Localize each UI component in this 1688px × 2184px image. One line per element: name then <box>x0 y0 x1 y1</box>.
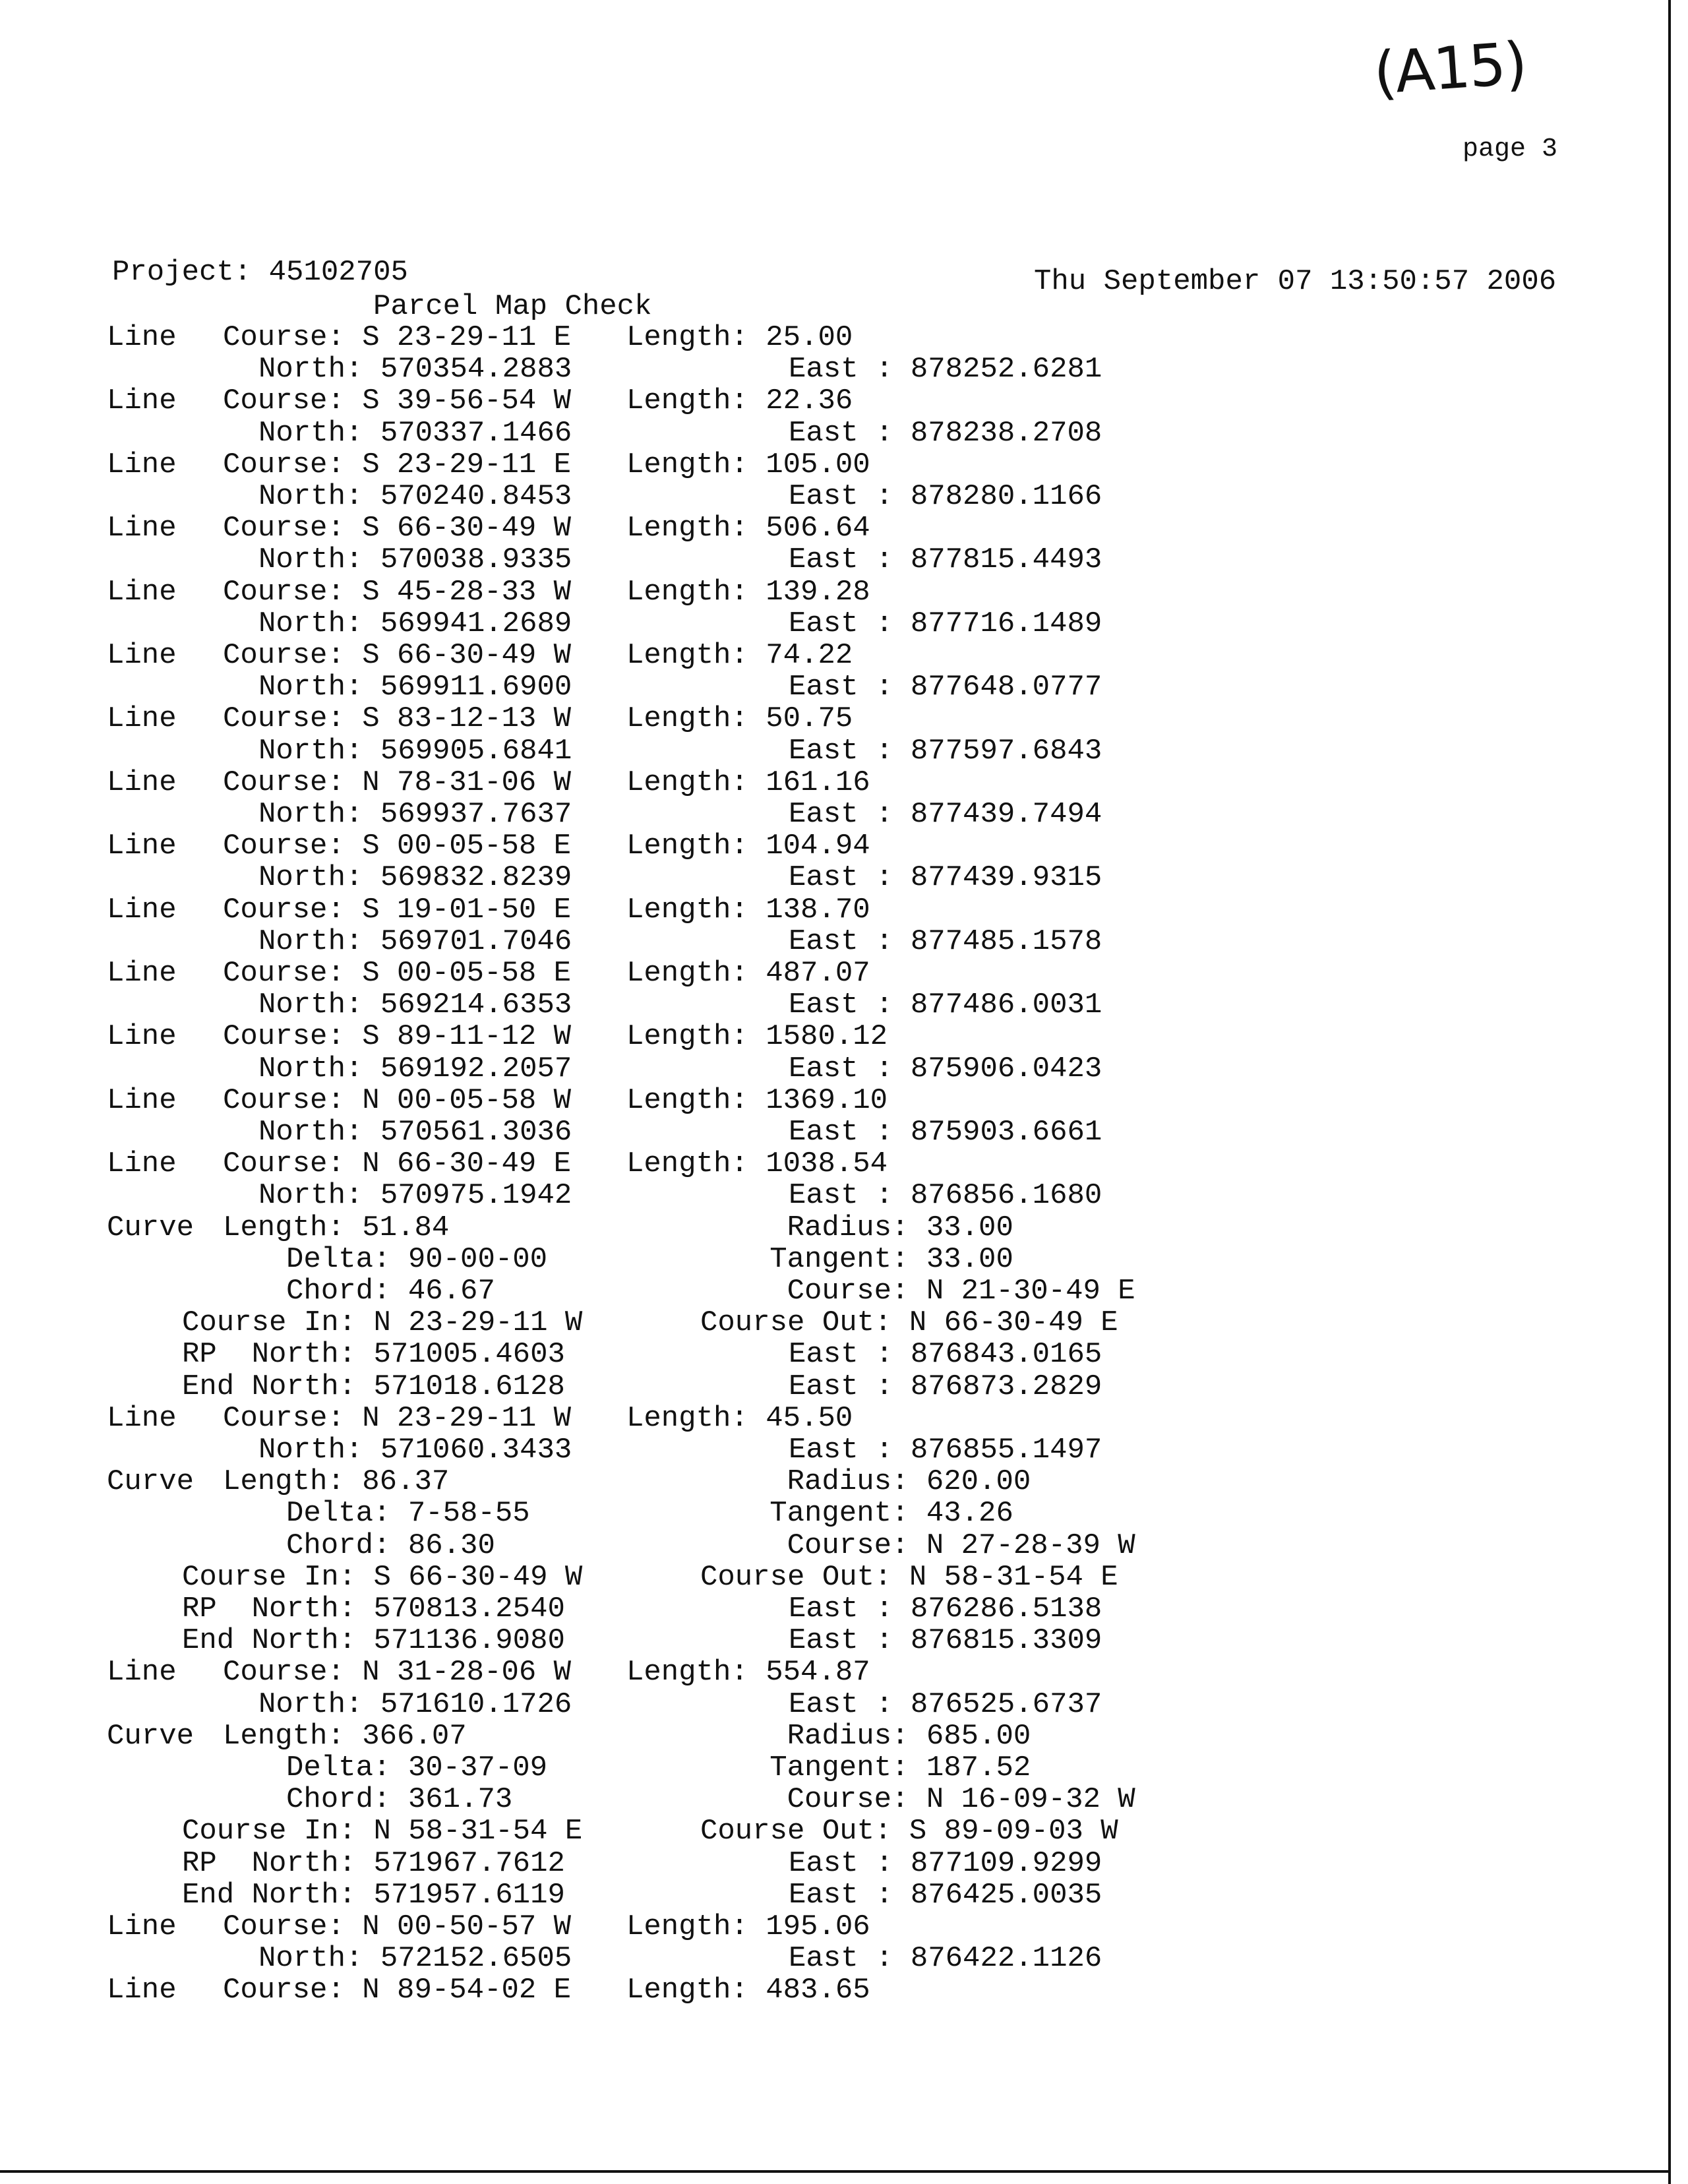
row-north: North: 570337.1466 <box>258 416 572 450</box>
row-north: North: 572152.6505 <box>258 1942 572 1976</box>
row-type: Line <box>107 893 177 926</box>
listing-line <box>0 1339 1187 1370</box>
row-curve-point: RP North: 571005.4603 <box>182 1338 565 1372</box>
listing-line <box>0 1752 1187 1784</box>
listing-line <box>0 1593 1187 1625</box>
listing-line <box>0 1434 1187 1466</box>
row-type: Line <box>107 448 177 481</box>
row-east: East : 878280.1166 <box>789 480 1102 513</box>
listing-line <box>0 735 1187 767</box>
row-north: North: 570240.8453 <box>258 480 572 513</box>
listing-line <box>0 1053 1187 1085</box>
listing-line <box>0 1689 1187 1720</box>
row-north: North: 570975.1942 <box>258 1179 572 1213</box>
listing-line <box>0 862 1187 894</box>
row-type: Line <box>107 512 177 545</box>
row-type: Line <box>107 830 177 863</box>
listing-line <box>0 1180 1187 1211</box>
row-course-or-length: Course: S 66-30-49 W <box>223 512 572 545</box>
row-east: East : 876873.2829 <box>789 1370 1102 1403</box>
row-north: North: 569941.2689 <box>258 607 572 640</box>
row-east: East : 876815.3309 <box>789 1624 1102 1658</box>
row-length: Length: 25.00 <box>626 321 853 354</box>
row-north: North: 569905.6841 <box>258 734 572 768</box>
row-curve-point: Course In: N 23-29-11 W <box>182 1306 583 1340</box>
row-type: Line <box>107 1401 177 1435</box>
row-curve-point: End North: 571136.9080 <box>182 1624 565 1658</box>
row-north: North: 569214.6353 <box>258 988 572 1022</box>
row-course-or-length: Course: N 66-30-49 E <box>223 1147 572 1181</box>
page-border-right <box>1668 0 1671 2184</box>
row-length: Length: 105.00 <box>626 448 870 481</box>
listing-line <box>0 1530 1187 1562</box>
listing-line <box>0 1625 1187 1656</box>
row-type: Line <box>107 1083 177 1117</box>
row-east: East : 877716.1489 <box>789 607 1102 640</box>
listing-line <box>0 671 1187 703</box>
row-course-or-length: Length: 51.84 <box>223 1211 450 1244</box>
listing-line <box>0 767 1187 799</box>
row-type: Curve <box>107 1211 195 1244</box>
row-type: Curve <box>107 1719 195 1753</box>
row-east: East : 877597.6843 <box>789 734 1102 768</box>
row-course-or-length: Course: N 89-54-02 E <box>223 1974 572 2007</box>
report-timestamp: Thu September 07 13:50:57 2006 <box>1034 265 1557 298</box>
row-course-or-length: Course: S 66-30-49 W <box>223 639 572 672</box>
listing-line <box>0 957 1187 989</box>
listing-line <box>0 1148 1187 1180</box>
row-length: Length: 1580.12 <box>626 1020 888 1054</box>
listing-line <box>0 894 1187 926</box>
row-course-or-length: Course: S 39-56-54 W <box>223 384 572 418</box>
row-east: East : 876286.5138 <box>789 1592 1102 1625</box>
report-title: Parcel Map Check <box>373 290 652 323</box>
row-type: Line <box>107 957 177 990</box>
listing-line <box>0 1466 1187 1498</box>
listing-line <box>0 830 1187 862</box>
listing-line <box>0 1116 1187 1148</box>
row-east: East : 875903.6661 <box>789 1116 1102 1149</box>
listing-line <box>0 799 1187 830</box>
listing-line <box>0 1307 1187 1339</box>
row-type: Line <box>107 1656 177 1689</box>
row-course-or-length: Course: N 31-28-06 W <box>223 1656 572 1689</box>
row-east: East : 876855.1497 <box>789 1434 1102 1467</box>
row-north: North: 569701.7046 <box>258 925 572 958</box>
row-curve-left: Delta: 90-00-00 <box>286 1242 548 1276</box>
row-length: Length: 45.50 <box>626 1401 853 1435</box>
listing-line <box>0 1021 1187 1052</box>
listing-line <box>0 544 1187 576</box>
row-east: East : 876843.0165 <box>789 1338 1102 1372</box>
listing-line <box>0 1498 1187 1529</box>
row-length: Length: 195.06 <box>626 1910 870 1943</box>
row-east: East : 878252.6281 <box>789 353 1102 386</box>
row-length: Length: 1038.54 <box>626 1147 888 1181</box>
row-east: East : 877486.0031 <box>789 988 1102 1022</box>
row-curve-left: Chord: 361.73 <box>286 1783 513 1817</box>
handwritten-mark: (A15) <box>1372 28 1528 107</box>
row-curve-point: RP North: 571967.7612 <box>182 1846 565 1880</box>
listing-line <box>0 512 1187 544</box>
listing-line <box>0 353 1187 385</box>
row-north: North: 570561.3036 <box>258 1116 572 1149</box>
row-north: North: 569911.6900 <box>258 671 572 704</box>
row-type: Line <box>107 1020 177 1054</box>
row-curve-left: Delta: 30-37-09 <box>286 1751 548 1784</box>
listing-line <box>0 1848 1187 1879</box>
listing-line <box>0 1212 1187 1244</box>
row-east: East : 877815.4493 <box>789 543 1102 577</box>
row-north: North: 569937.7637 <box>258 798 572 831</box>
row-curve-right: Course: N 16-09-32 W <box>787 1783 1135 1817</box>
row-east: East : 876856.1680 <box>789 1179 1102 1213</box>
row-east: East : 878238.2708 <box>789 416 1102 450</box>
row-course-or-length: Course: S 00-05-58 E <box>223 830 572 863</box>
listing-line <box>0 1879 1187 1911</box>
row-course-or-length: Length: 366.07 <box>223 1719 467 1753</box>
listing-line <box>0 1656 1187 1688</box>
row-east: East : 877109.9299 <box>789 1846 1102 1880</box>
listing-line <box>0 989 1187 1021</box>
listing-line <box>0 1784 1187 1815</box>
listing-line <box>0 1815 1187 1847</box>
row-course-or-length: Course: S 19-01-50 E <box>223 893 572 926</box>
row-length: Length: 554.87 <box>626 1656 870 1689</box>
row-type: Line <box>107 639 177 672</box>
row-course-out: Course Out: S 89-09-03 W <box>700 1815 1118 1848</box>
row-east: East : 876425.0035 <box>789 1878 1102 1912</box>
row-curve-point: Course In: N 58-31-54 E <box>182 1815 583 1848</box>
row-curve-right: Radius: 33.00 <box>787 1211 1013 1244</box>
row-length: Length: 1369.10 <box>626 1083 888 1117</box>
row-type: Line <box>107 1974 177 2007</box>
row-length: Length: 506.64 <box>626 512 870 545</box>
listing-line <box>0 1562 1187 1593</box>
row-north: North: 570038.9335 <box>258 543 572 577</box>
listing-line <box>0 1974 1187 2006</box>
row-length: Length: 74.22 <box>626 639 853 672</box>
row-curve-point: End North: 571018.6128 <box>182 1370 565 1403</box>
row-curve-right: Course: N 27-28-39 W <box>787 1529 1135 1562</box>
row-curve-right: Tangent: 33.00 <box>769 1242 1013 1276</box>
row-course-or-length: Course: N 00-05-58 W <box>223 1083 572 1117</box>
listing-line <box>0 703 1187 735</box>
row-type: Curve <box>107 1465 195 1499</box>
row-course-or-length: Course: S 23-29-11 E <box>223 321 572 354</box>
row-east: East : 875906.0423 <box>789 1052 1102 1085</box>
row-curve-left: Delta: 7-58-55 <box>286 1497 530 1531</box>
listing-line <box>0 608 1187 640</box>
row-course-or-length: Course: N 78-31-06 W <box>223 766 572 799</box>
listing-line <box>0 640 1187 671</box>
row-course-or-length: Course: S 45-28-33 W <box>223 575 572 609</box>
listing-line <box>0 1943 1187 1974</box>
listing-line <box>0 385 1187 417</box>
row-length: Length: 50.75 <box>626 702 853 736</box>
listing-line <box>0 1275 1187 1307</box>
row-curve-left: Chord: 46.67 <box>286 1275 495 1308</box>
row-type: Line <box>107 575 177 609</box>
row-type: Line <box>107 1147 177 1181</box>
listing-line <box>0 322 1187 353</box>
listing-line <box>0 576 1187 608</box>
row-length: Length: 104.94 <box>626 830 870 863</box>
row-length: Length: 22.36 <box>626 384 853 418</box>
row-course-or-length: Course: S 00-05-58 E <box>223 957 572 990</box>
row-type: Line <box>107 702 177 736</box>
row-north: North: 569832.8239 <box>258 861 572 895</box>
row-east: East : 877439.7494 <box>789 798 1102 831</box>
row-length: Length: 487.07 <box>626 957 870 990</box>
row-length: Length: 161.16 <box>626 766 870 799</box>
row-course-or-length: Course: S 89-11-12 W <box>223 1020 572 1054</box>
listing-line <box>0 1244 1187 1275</box>
row-course-or-length: Course: S 23-29-11 E <box>223 448 572 481</box>
row-east: East : 877648.0777 <box>789 671 1102 704</box>
row-type: Line <box>107 1910 177 1943</box>
row-curve-right: Tangent: 43.26 <box>769 1497 1013 1531</box>
row-type: Line <box>107 321 177 354</box>
row-east: East : 877439.9315 <box>789 861 1102 895</box>
listing-line <box>0 417 1187 449</box>
listing-line <box>0 449 1187 481</box>
row-north: North: 569192.2057 <box>258 1052 572 1085</box>
row-east: East : 876422.1126 <box>789 1942 1102 1976</box>
row-course-out: Course Out: N 58-31-54 E <box>700 1560 1118 1594</box>
row-type: Line <box>107 766 177 799</box>
row-curve-right: Course: N 21-30-49 E <box>787 1275 1135 1308</box>
project-label: Project: 45102705 <box>112 256 408 289</box>
page-border-bottom <box>0 2170 1671 2173</box>
row-curve-left: Chord: 86.30 <box>286 1529 495 1562</box>
row-length: Length: 138.70 <box>626 893 870 926</box>
row-course-or-length: Course: N 00-50-57 W <box>223 1910 572 1943</box>
row-curve-right: Radius: 620.00 <box>787 1465 1031 1499</box>
listing-line <box>0 1720 1187 1752</box>
row-curve-right: Tangent: 187.52 <box>769 1751 1031 1784</box>
row-course-or-length: Course: N 23-29-11 W <box>223 1401 572 1435</box>
row-course-or-length: Course: S 83-12-13 W <box>223 702 572 736</box>
page-number: page 3 <box>1462 135 1558 164</box>
row-curve-right: Radius: 685.00 <box>787 1719 1031 1753</box>
row-north: North: 571610.1726 <box>258 1687 572 1721</box>
listing-line <box>0 926 1187 957</box>
listing-line <box>0 1403 1187 1434</box>
row-course-or-length: Length: 86.37 <box>223 1465 450 1499</box>
row-north: North: 570354.2883 <box>258 353 572 386</box>
listing-line <box>0 1371 1187 1403</box>
row-length: Length: 483.65 <box>626 1974 870 2007</box>
listing-line <box>0 1085 1187 1116</box>
row-curve-point: End North: 571957.6119 <box>182 1878 565 1912</box>
row-curve-point: Course In: S 66-30-49 W <box>182 1560 583 1594</box>
listing-line <box>0 481 1187 512</box>
row-east: East : 877485.1578 <box>789 925 1102 958</box>
row-curve-point: RP North: 570813.2540 <box>182 1592 565 1625</box>
row-east: East : 876525.6737 <box>789 1687 1102 1721</box>
listing-line <box>0 1911 1187 1943</box>
row-length: Length: 139.28 <box>626 575 870 609</box>
row-north: North: 571060.3433 <box>258 1434 572 1467</box>
row-course-out: Course Out: N 66-30-49 E <box>700 1306 1118 1340</box>
row-type: Line <box>107 384 177 418</box>
